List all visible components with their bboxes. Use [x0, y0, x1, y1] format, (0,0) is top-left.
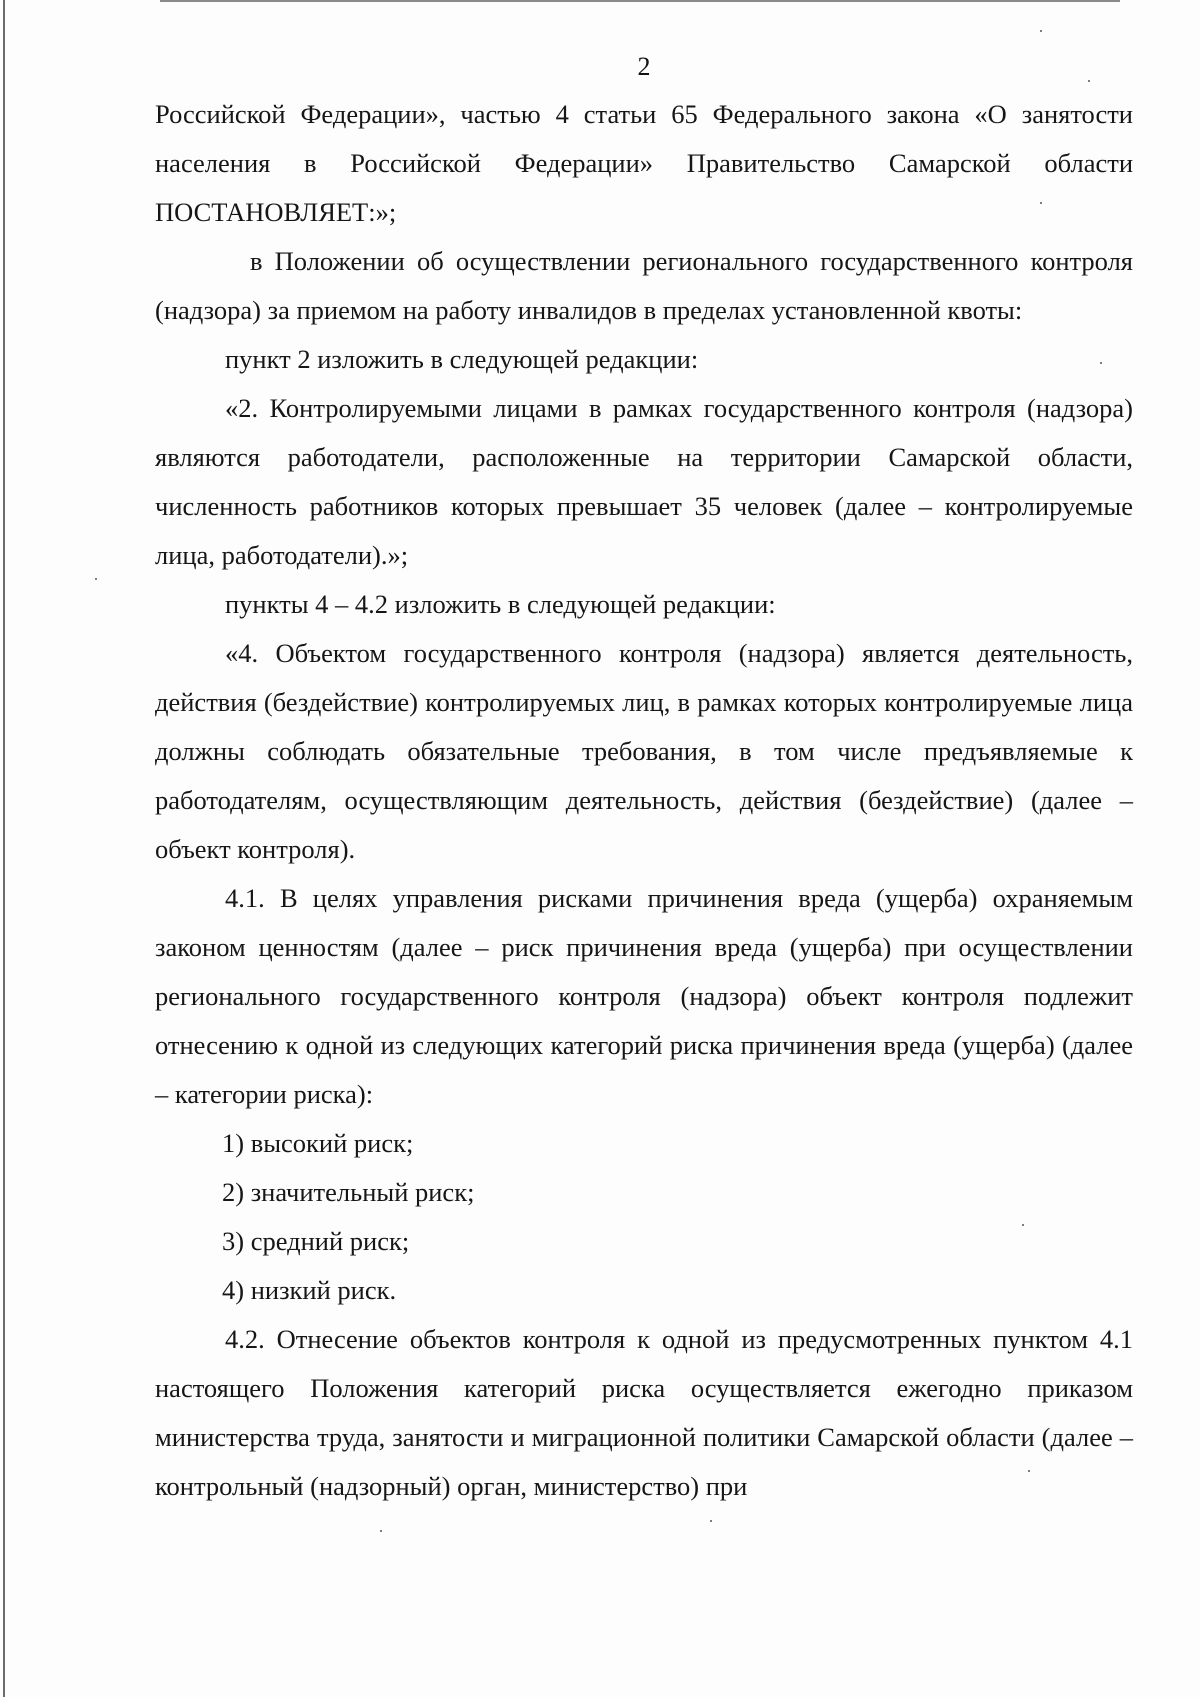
paragraph-point-4-1-text: 4.1. В целях управления рисками причинения вреда (ущерба) охраняемым законом ценностям (далее – риск причинения вреда (ущерба) при осуществлении регионального государственного контроля (надзора) объект контроля подлежит отнесению к одной из следующих категорий риска причинения вреда (ущерба) (далее – категории риска):: [155, 883, 1133, 1109]
paragraph-point-2-text: «2. Контролируемыми лицами в рамках государственного контроля (надзора) являются работодатели, расположенные на территории Самарской области, численность работников которых превышает 35 человек (далее – контролируемые лица, работодатели).»;: [155, 393, 1133, 570]
list-item-risk-significant: 2) значительный риск;: [222, 1177, 475, 1207]
paragraph-point-4-text: «4. Объектом государственного контроля (надзора) является деятельность, действия (бездействие) контролируемых лиц, в рамках которых контролируемые лица должны соблюдать обязательные требования, в том числе предъявляемые к работодателям, осуществляющим деятельность, действия (бездействие) (далее – объект контроля).: [155, 638, 1133, 864]
list-item-risk-high: 1) высокий риск;: [222, 1128, 414, 1158]
paragraph-preamble-end: Российской Федерации», частью 4 статьи 65 Федерального закона «О занятости населения в Российской Федерации» Правительство Самарской области ПОСТАНОВЛЯЕТ:»;: [155, 99, 1133, 227]
scan-speck: [710, 1520, 712, 1522]
scan-edge-top: [160, 0, 1120, 2]
scan-speck: [95, 578, 97, 580]
paragraph-regulation-amendment: в Положении об осуществлении регионального государственного контроля (надзора) за приемом на работу инвалидов в пределах установленной квоты:: [155, 246, 1133, 325]
document-body: [155, 90, 1133, 1511]
list-item-risk-low: 4) низкий риск.: [222, 1275, 397, 1305]
paragraph-point-2-intro: пункт 2 изложить в следующей редакции:: [225, 344, 699, 374]
page-number: 2: [637, 52, 651, 81]
scan-speck: [380, 1530, 382, 1532]
scan-edge-left: [3, 0, 5, 1697]
paragraph-point-4-2-text: 4.2. Отнесение объектов контроля к одной из предусмотренных пунктом 4.1 настоящего Положения категорий риска осуществляется ежегодно приказом министерства труда, занятости и миграционной политики Самарской области (далее – контрольный (надзорный) орган, министерство) при: [155, 1324, 1133, 1501]
scan-speck: [1040, 30, 1042, 32]
list-item-risk-medium: 3) средний риск;: [222, 1226, 410, 1256]
paragraph-points-4-intro: пункты 4 – 4.2 изложить в следующей редакции:: [225, 589, 776, 619]
